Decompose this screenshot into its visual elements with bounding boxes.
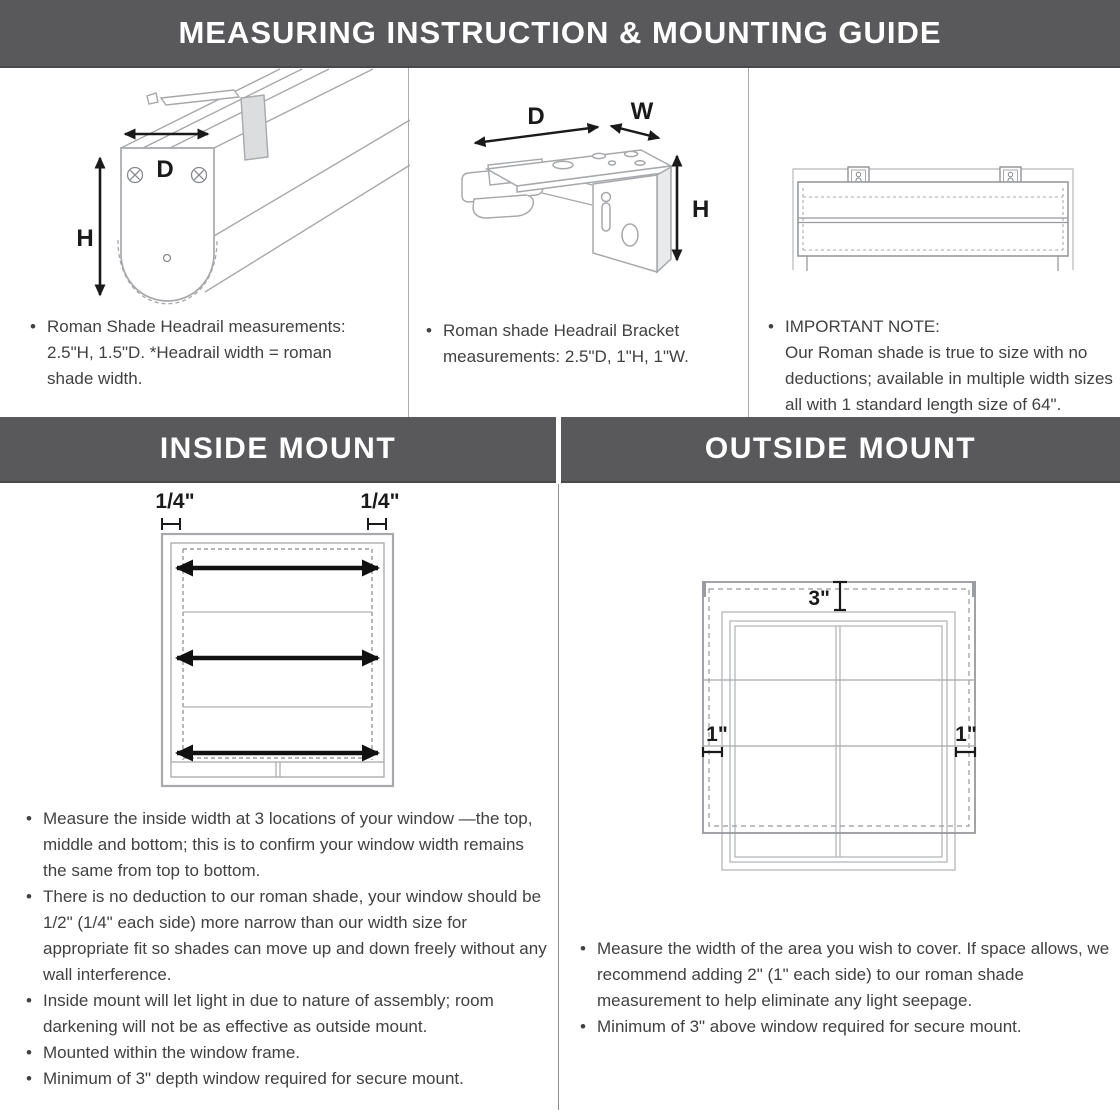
bullet-item [30,314,382,392]
bullet-item [26,806,548,884]
inside-bullet-4: Mounted within the window frame. [43,1043,301,1062]
bullet-marker: • [26,1043,32,1062]
important-note [768,314,1116,418]
bullet-item [26,1066,548,1092]
bullet-item [580,936,1112,1014]
inside-bullet-3: Inside mount will let light in due to nature of assembly; room darkening will not be as effective as outside mount. [43,991,494,1036]
right-gap-label: 1/4" [360,490,400,513]
bullet-item [26,1040,548,1066]
bullet-marker: • [580,1017,586,1036]
page-title: MEASURING INSTRUCTION & MOUNTING GUIDE [178,15,942,50]
left-overlap-label: 1" [706,723,728,746]
bullet-marker: • [26,809,32,828]
bullet-item [26,988,548,1040]
bullet-marker: • [26,1069,32,1088]
depth-label: D [156,156,174,183]
headrail-bullet-text: Roman Shade Headrail measurements: 2.5"H, 1.5"D. *Headrail width = roman shade width. [47,317,346,388]
width-label: W [630,98,654,125]
bracket-bullets [426,318,738,370]
outside-mount-window-diagram [670,560,1020,890]
bullet-marker: • [580,939,586,958]
right-overlap-label: 1" [955,723,977,746]
bullet-item [426,318,738,370]
outside-mount-bullets [580,936,1112,1040]
important-note-body: Our Roman shade is true to size with no deductions; available in multiple width sizes all with 1 standard length size of 64". [785,343,1113,414]
bullet-item [580,1014,1112,1040]
inside-mount-window-diagram [130,488,450,800]
headrail-diagram [18,68,410,314]
important-note-content [785,314,1116,418]
bullet-item [768,314,1116,418]
inside-mount-bullets [26,806,548,1092]
top-gap-label: 3" [808,587,830,610]
inside-mount-title: INSIDE MOUNT [159,432,397,465]
headrail-bullets [30,314,382,392]
bullet-marker: • [26,991,32,1010]
bullet-marker: • [768,317,774,336]
inside-bullet-5: Minimum of 3" depth window required for secure mount. [43,1069,464,1088]
outside-bullet-1: Measure the width of the area you wish to cover. If space allows, we recommend adding 2" (1" each side) to our roman shade measurement to help eliminate any light seepage. [597,939,1110,1010]
height-label: H [692,196,710,223]
headrail-front-panel [798,182,1068,256]
bullet-marker: • [26,887,32,906]
inside-bullet-2: There is no deduction to our roman shade, your window should be 1/2" (1/4" each side) more narrow than our width size for appropriate fit so shades can move up and down freely without any wall interference. [43,887,547,984]
outside-bullet-2: Minimum of 3" above window required for secure mount. [597,1017,1022,1036]
bracket-bullet-text: Roman shade Headrail Bracket measurements: 2.5"D, 1"H, 1"W. [443,321,689,366]
mounted-headrail-diagram [770,130,1120,310]
bullet-marker: • [426,321,432,340]
height-label: H [76,225,94,252]
gap-tick-marks [162,518,386,530]
outside-mount-title: OUTSIDE MOUNT [704,432,977,465]
depth-label: D [527,103,545,130]
center-divider [558,484,559,1110]
important-note-label: IMPORTANT NOTE: [785,317,940,336]
width-arrow [611,126,659,138]
bullet-marker: • [30,317,36,336]
bracket-diagram [430,75,750,305]
bullet-item [26,884,548,988]
page-title-bar [0,0,1120,68]
inside-mount-header-bar [0,417,556,483]
shade-surface [703,582,975,833]
outside-mount-header-bar [561,417,1120,483]
left-gap-label: 1/4" [155,490,195,513]
inside-bullet-1: Measure the inside width at 3 locations of your window —the top, middle and bottom; this is to confirm your window width remains the same from top to bottom. [43,809,533,880]
bracket-vertical-plate [593,167,671,272]
